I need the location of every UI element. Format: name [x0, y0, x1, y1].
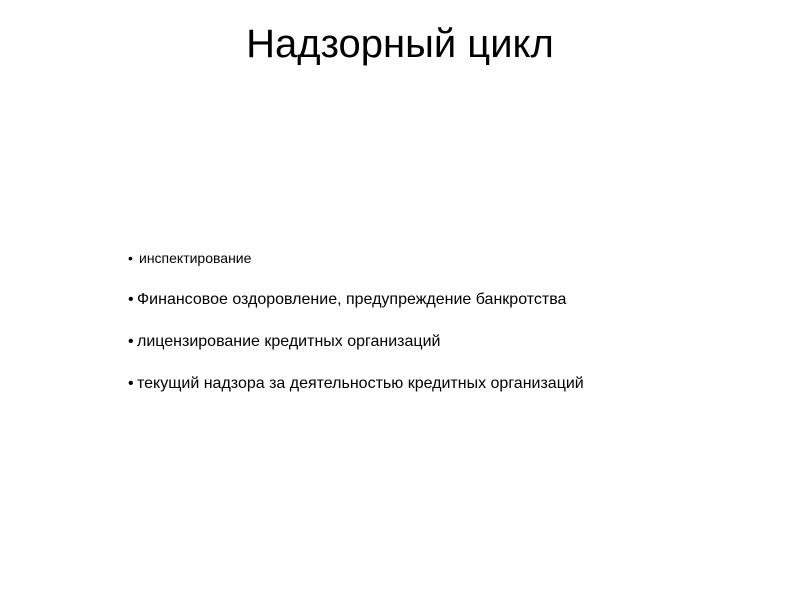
bullet-text: инспектирование [139, 250, 252, 266]
bullet-icon: • [128, 375, 134, 392]
bullet-icon: • [128, 291, 134, 308]
list-item [128, 332, 584, 352]
bullet-icon: • [128, 333, 134, 350]
bullet-text: Финансовое оздоровление, предупреждение банкротства [137, 291, 567, 308]
bullet-text: лицензирование кредитных организаций [137, 333, 441, 350]
list-item [128, 290, 584, 310]
bullet-icon: • [128, 250, 133, 266]
list-item [128, 248, 584, 268]
slide-title: Надзорный цикл [246, 22, 554, 66]
bullet-list [128, 248, 584, 416]
list-item [128, 374, 584, 394]
bullet-text: текущий надзора за деятельностью кредитных организаций [137, 375, 584, 392]
